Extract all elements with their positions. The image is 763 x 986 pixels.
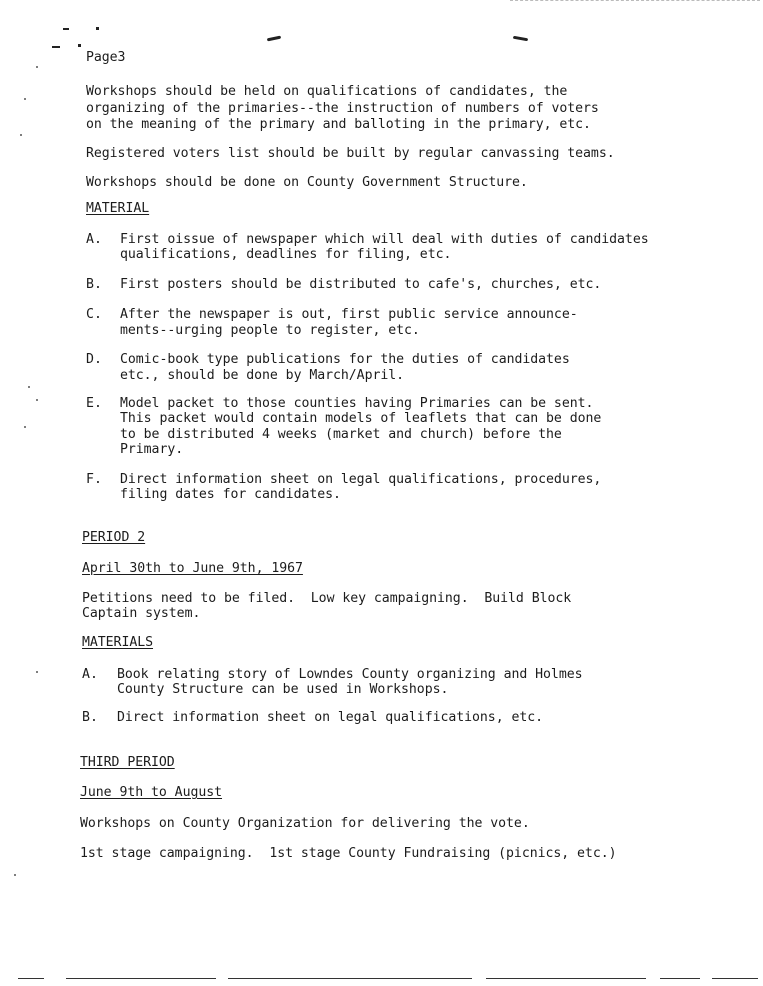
top-scan-artifact xyxy=(510,0,760,1)
list-item-line: First oissue of newspaper which will deal with duties of candidates xyxy=(120,232,649,247)
list-item-line: Direct information sheet on legal qualifications, procedures, xyxy=(120,472,602,487)
page-number: Page3 xyxy=(86,50,126,65)
footer-scan-rule xyxy=(712,978,758,979)
list-item-line: filing dates for candidates. xyxy=(120,487,341,502)
list-item-line: to be distributed 4 weeks (market and church) before the xyxy=(120,427,562,442)
list-item-label: A. xyxy=(86,232,102,247)
list-item-line: Book relating story of Lowndes County organizing and Holmes xyxy=(117,667,583,682)
intro-paragraph-line: Workshops should be held on qualifications of candidates, the xyxy=(86,84,568,99)
intro-paragraph: Registered voters list should be built by regular canvassing teams. xyxy=(86,146,615,161)
intro-paragraph: Workshops should be done on County Government Structure. xyxy=(86,175,528,190)
margin-speck xyxy=(14,874,16,876)
margin-speck xyxy=(24,98,26,100)
third-period-line: 1st stage campaigning. 1st stage County Fundraising (picnics, etc.) xyxy=(80,846,617,861)
margin-speck xyxy=(24,426,26,428)
list-item-line: Primary. xyxy=(120,442,184,457)
section-heading-third-period: THIRD PERIOD xyxy=(80,755,175,770)
list-item-line: qualifications, deadlines for filing, etc. xyxy=(120,247,452,262)
margin-speck xyxy=(36,399,38,401)
third-period-line: Workshops on County Organization for delivering the vote. xyxy=(80,816,530,831)
margin-speck xyxy=(36,66,38,68)
footer-scan-rule xyxy=(660,978,700,979)
list-item-label: C. xyxy=(86,307,102,322)
list-item-line: Comic-book type publications for the duties of candidates xyxy=(120,352,570,367)
list-item-line: Direct information sheet on legal qualifications, etc. xyxy=(117,710,544,725)
margin-speck xyxy=(28,386,30,388)
footer-scan-rule xyxy=(18,978,44,979)
section-heading-period-2: PERIOD 2 xyxy=(82,530,146,545)
list-item-line: ments--urging people to register, etc. xyxy=(120,323,420,338)
footer-scan-rule xyxy=(486,978,646,979)
list-item-label: F. xyxy=(86,472,102,487)
list-item-label: D. xyxy=(86,352,102,367)
punch-mark-right xyxy=(513,36,528,42)
list-item-line: This packet would contain models of leaflets that can be done xyxy=(120,411,602,426)
period-2-body-line: Captain system. xyxy=(82,606,201,621)
scan-mark xyxy=(52,46,60,48)
margin-speck xyxy=(20,134,22,136)
list-item-label: E. xyxy=(86,396,102,411)
section-heading-materials: MATERIALS xyxy=(82,635,154,650)
scan-mark xyxy=(96,27,99,30)
section-heading-material: MATERIAL xyxy=(86,201,150,216)
third-period-dates: June 9th to August xyxy=(80,785,223,800)
punch-mark-left xyxy=(267,36,281,42)
footer-scan-rule xyxy=(228,978,472,979)
list-item-line: First posters should be distributed to cafe's, churches, etc. xyxy=(120,277,602,292)
list-item-label: B. xyxy=(86,277,102,292)
list-item-line: After the newspaper is out, first public service announce- xyxy=(120,307,578,322)
scan-mark xyxy=(78,44,81,47)
intro-paragraph-line: organizing of the primaries--the instruction of numbers of voters xyxy=(86,101,599,116)
footer-scan-rule xyxy=(66,978,216,979)
list-item-label: B. xyxy=(82,710,98,725)
period-2-dates: April 30th to June 9th, 1967 xyxy=(82,561,303,576)
period-2-body-line: Petitions need to be filed. Low key campaigning. Build Block xyxy=(82,591,572,606)
intro-paragraph-line: on the meaning of the primary and balloting in the primary, etc. xyxy=(86,117,591,132)
scan-mark xyxy=(63,28,69,30)
margin-speck xyxy=(36,671,38,673)
list-item-line: County Structure can be used in Workshops. xyxy=(117,682,449,697)
list-item-label: A. xyxy=(82,667,98,682)
list-item-line: etc., should be done by March/April. xyxy=(120,368,405,383)
list-item-line: Model packet to those counties having Primaries can be sent. xyxy=(120,396,594,411)
